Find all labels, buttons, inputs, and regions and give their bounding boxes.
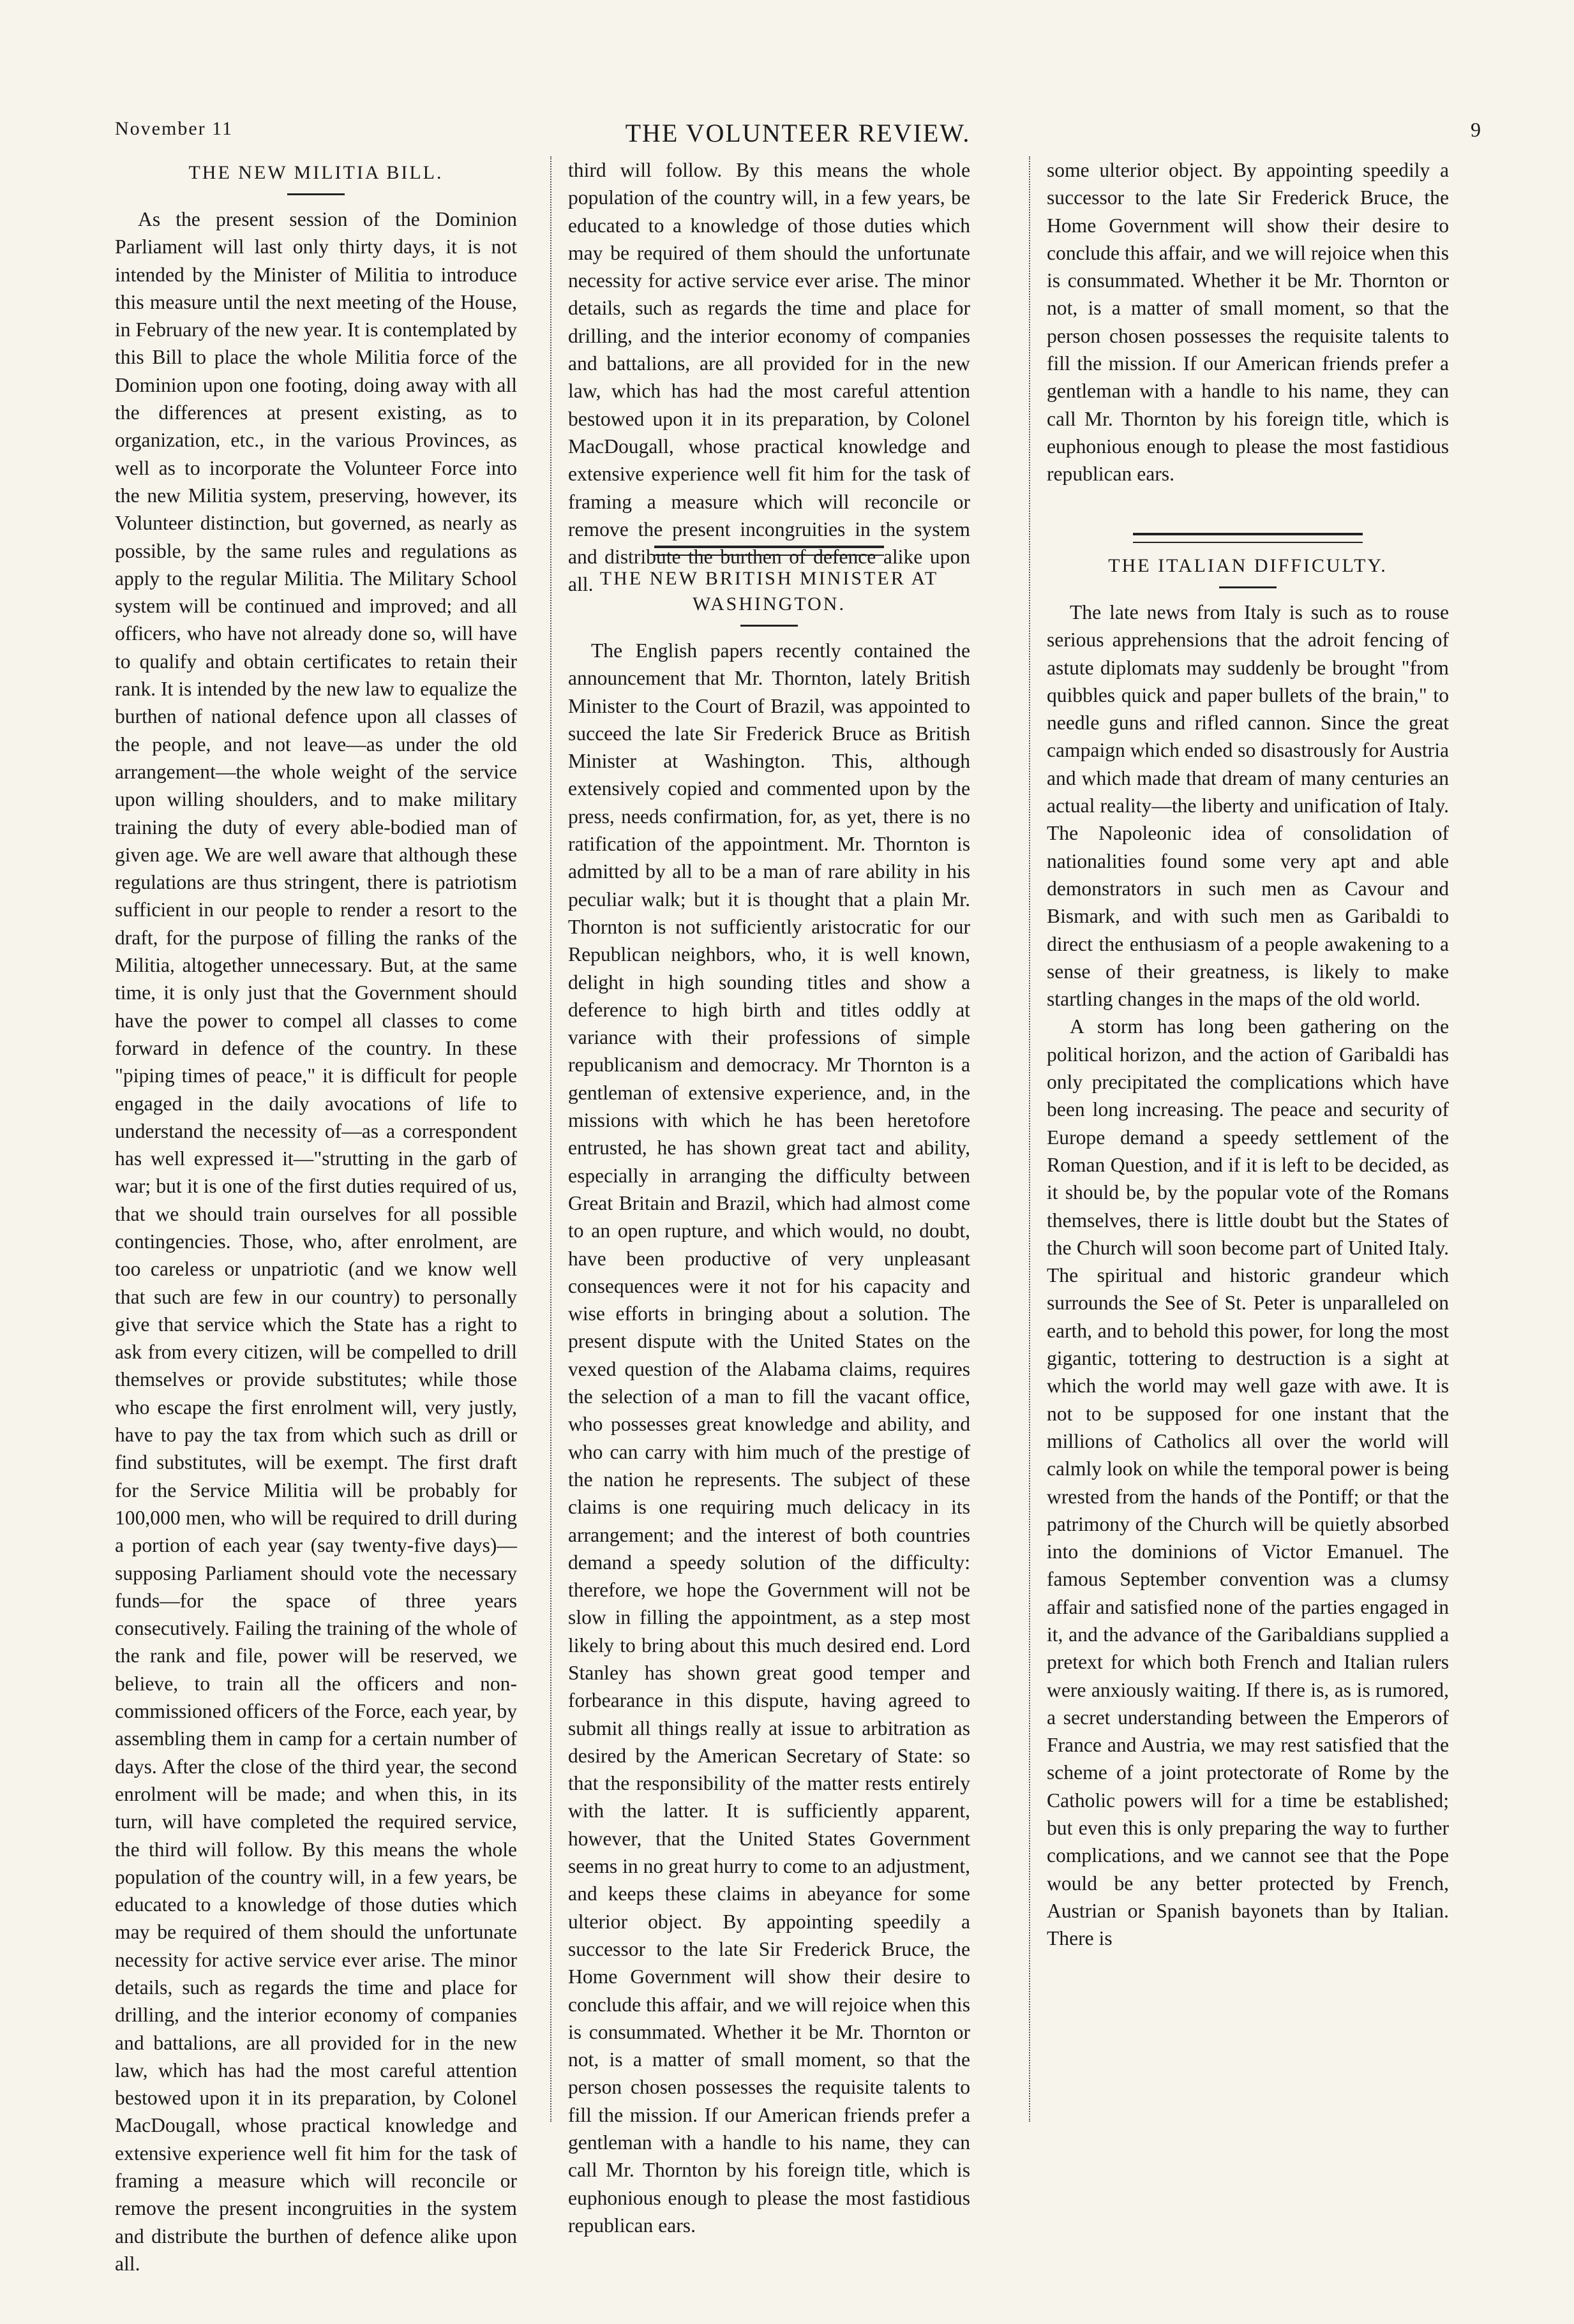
- article-body-italian-difficulty: [1047, 599, 1449, 2143]
- article-headline-italian-difficulty: THE ITALIAN DIFFICULTY.: [1108, 555, 1388, 576]
- article-paragraph: A storm has long been gathering on the political horizon, and the action of Garibaldi has only precipitated the complications which have been long increasing. The peace and security of Europe demand a speedy settlement of the Roman Question, and if it is left to be decided, as it should be, by the popular vote of the Romans themselves, there is little doubt but the States of the Church will soon become part of United Italy. The spiritual and historic grandeur which surrounds the See of St. Peter is unparalleled on earth, and to behold this power, for long the most gigantic, tottering to destruction is a sight at which the world may well gaze with awe. It is not to be supposed for one instant that the millions of Catholics all over the world will calmly look on while the temporal power is being wrested from the hands of the Pontiff; or that the patrimony of the Church will be quietly absorbed into the dominions of Victor Emanuel. The famous September convention was a clumsy affair and satisfied none of the parties engaged in it, and the advance of the Garibaldians supplied a pretext for which both French and Italian rulers were anxiously waiting. If there is, as is rumored, a secret understanding between the Emperors of France and Austria, we may rest satisfied that the scheme of a joint protectorate of Rome by the Catholic powers will for a time be established; but even this is only preparing the way to further complications, and we cannot see that the Pope would be any better protected by French, Austrian or Spanish bayonets than by Italian. There is: [1047, 1015, 1449, 1950]
- page-number: 9: [1471, 118, 1481, 141]
- column-rule: [1029, 156, 1030, 2122]
- issue-date: November 11: [115, 118, 234, 139]
- article-paragraph-continued: third will follow. By this means the whole population of the country will, in a few years, be educated to a knowledge of those duties which may be required of them should the unfortunate necessity for active service ever arise. The minor details, such as regards the time and place for drilling, and the interior economy of companies and battalions, are all provided for in the new law, which has had the most careful attention bestowed upon it in its preparation, by Colonel MacDougall, whose practical knowledge and extensive experience well fit him for the task of framing a measure which will reconcile or remove the present incongruities in the system and distribute the burthen of defence alike upon all.: [568, 159, 970, 596]
- article-paragraph: The English papers recently contained the announcement that Mr. Thornton, lately British Minister to the Court of Brazil, was appointed to succeed the late Sir Frederick Bruce as British Minister at Washington. This, although extensively copied and commented upon by the press, needs confirmation, for, as yet, there is no ratification of the appointment. Mr. Thornton is admitted by all to be a man of rare ability in his peculiar walk; but it is thought that a plain Mr. Thornton is not sufficiently aristocratic for our Republican neighbors, who, it is well known, delight in high sounding titles and show a deference to high birth and titles oddly at variance with their professions of simple republicanism and democracy. Mr Thornton is a gentleman of extensive experience, and, in the missions with which he has been heretofore entrusted, he has shown great tact and ability, especially in arranging the difficulty between Great Britain and Brazil, which had almost come to an open rupture, and which would, no doubt, have been productive of very unpleasant consequences were it not for his capacity and wise efforts in bringing about a solution. The present dispute with the United States on the vexed question of the Alabama claims, requires the selection of a man to fill the vacant office, who possesses great knowledge and ability, and who can carry with him much of the prestige of the nation he represents. The subject of these claims is one requiring much delicacy in its arrangement; and the interest of both countries demand a speedy solution of the difficulty: therefore, we hope the Government will not be slow in filling the appointment, as a step most likely to bring about this much desired end. Lord Stanley has shown great good temper and forbearance in this dispute, having agreed to submit all things really at issue to arbitration as desired by the American Secretary of State: so that the responsibility of the matter rests entirely with the latter. It is sufficiently apparent, however, that the United States Government seems in no great hurry to come to an adjustment, and keeps these claims in abeyance for some ulterior object. By appointing speedily a successor to the late Sir Frederick Bruce, the Home Government will show their desire to conclude this affair, and we will rejoice when this is consummated. Whether it be Mr. Thornton or not, is a matter of small moment, so that the person chosen possesses the requisite talents to fill the mission. If our American friends prefer a gentleman with a handle to his name, they can call Mr. Thornton by his foreign title, which is euphonious enough to please the most fastidious republican ears.: [568, 639, 970, 2237]
- article-headline-british-minister: THE NEW BRITISH MINISTER AT WASHINGTON.: [599, 568, 939, 615]
- article-headline-militia-bill: THE NEW MILITIA BILL.: [188, 162, 444, 183]
- article-paragraph: The late news from Italy is such as to rouse serious apprehensions that the adroit fencing of astute diplomats may suddenly be brought "from quibbles quick and paper bullets of the brain," to needle guns and rifled cannon. Since the great campaign which ended so disastrously for Austria and which made that dream of many centuries an actual reality—the liberty and unification of Italy. The Napoleonic idea of consolidation of nationalities found some very apt and able demonstrators in such men as Cavour and Bismark, and with such men as Garibaldi to direct the enthusiasm of a people awakening to a sense of their greatness, is likely to make startling changes in the maps of the old world.: [1047, 601, 1449, 1011]
- column-2: [568, 156, 970, 2237]
- article-continuation-british-minister: [1047, 156, 1449, 514]
- column-3: [1047, 156, 1449, 2143]
- masthead-title: THE VOLUNTEER REVIEW.: [625, 119, 971, 147]
- column-1: [115, 156, 517, 2275]
- headline-rule: [1219, 586, 1277, 588]
- section-divider: [1133, 533, 1363, 543]
- page-header: [115, 118, 1481, 156]
- headline-rule: [287, 193, 345, 195]
- article-body-british-minister: [568, 637, 970, 2237]
- article-paragraph-continued: some ulterior object. By appointing speedily a successor to the late Sir Frederick Bruce, the Home Government will show their desire to conclude this affair, and we will rejoice when this is consummated. Whether it be Mr. Thornton or not, is a matter of small moment, so that the person chosen possesses the requisite talents to fill the mission. If our American friends prefer a gentleman with a handle to his name, they can call Mr. Thornton by his foreign title, which is euphonious enough to please the most fastidious republican ears.: [1047, 159, 1449, 486]
- article-paragraph: As the present session of the Dominion Parliament will last only thirty days, it is not intended by the Minister of Militia to introduce this measure until the next meeting of the House, in February of the new year. It is contemplated by this Bill to place the whole Militia force of the Dominion upon one footing, doing away with all the differences at present existing, as to organization, etc., in the various Provinces, as well as to incorporate the Volunteer Force into the new Militia system, preserving, however, its Volunteer distinction, but governed, as nearly as possible, by the same rules and regulations as apply to the regular Militia. The Military School system will be continued and improved; and all officers, who have not already done so, will have to qualify and obtain certificates to retain their rank. It is intended by the new law to equalize the burthen of national defence upon all classes of the people, and not leave—as under the old arrangement—the whole weight of the service upon willing shoulders, and to make military training the duty of every able-bodied man of given age. We are well aware that although these regulations are thus stringent, there is patriotism sufficient in our people to render a resort to the draft, for the purpose of filling the ranks of the Militia, altogether unnecessary. But, at the same time, it is only just that the Government should have the power to compel all classes to come forward in defence of the country. In these "piping times of peace," it is difficult for people engaged in the daily avocations of life to understand the necessity of—as a correspondent has well expressed it—"strutting in the garb of war; but it is one of the first duties required of us, that we should train ourselves for all possible contingencies. Those, who, after enrolment, are too careless or unpatriotic (and we know well that such are few in our country) to personally give that service which the State has a right to ask from every citizen, will be compelled to drill themselves or provide substitutes; while those who escape the first enrolment will, very justly, have to pay the tax from which such as drill or find substitutes, will be exempt. The first draft for the Service Militia will be probably for 100,000 men, who will be required to drill during a portion of each year (say twenty-five days)—supposing Parliament should vote the necessary funds—for the space of three years consecutively. Failing the training of the whole of the rank and file, power will be reserved, we believe, to train all the officers and non-commissioned officers of the Force, each year, by assembling them in camp for a certain number of days. After the close of the third year, the second enrolment will be made; and when this, in its turn, will have completed the required service, the third will follow. By this means the whole population of the country will, in a few years, be educated to a knowledge of those duties which may be required of them should the unfortunate necessity for active service ever arise. The minor details, such as regards the time and place for drilling, and the interior economy of companies and battalions, are all provided for in the new law, which has had the most careful attention bestowed upon it in its preparation, by Colonel MacDougall, whose practical knowledge and extensive experience well fit him for the task of framing a measure which will reconcile or remove the present incongruities in the system and distribute the burthen of defence alike upon all.: [115, 208, 517, 2275]
- column-rule: [550, 156, 551, 2122]
- article-body-militia-bill: [115, 205, 517, 2275]
- headline-rule: [740, 625, 798, 627]
